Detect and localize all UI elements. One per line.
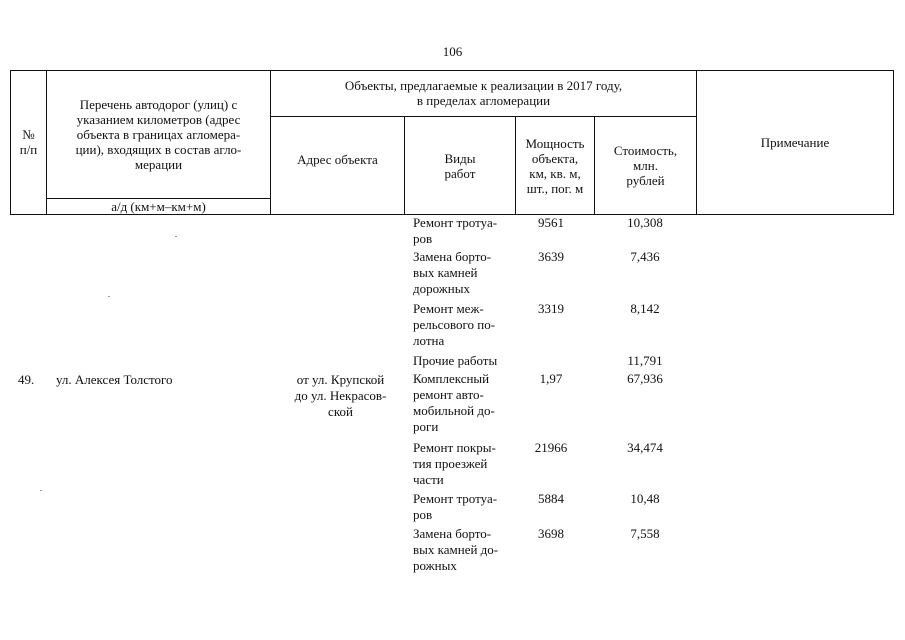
work-power: 3639 [538,249,564,264]
work-type: Ремонт тротуа- ров [413,215,498,246]
work-power: 5884 [538,491,564,506]
work-type: Замена борто- вых камней дорожных [413,249,492,296]
work-type: Ремонт меж- рельсового по- лотна [413,301,496,348]
entry-address: от ул. Крупской до ул. Некрасов- ской [294,372,387,419]
work-cost: 34,474 [627,440,663,455]
work-cost: 7,558 [630,526,660,541]
work-cost: 67,936 [627,371,663,386]
table-header [10,70,894,215]
work-type: Прочие работы [413,353,498,368]
header-roads: Перечень автодорог (улиц) с указанием километров (адрес объекта в границах агломера- ции), входящих в состав агло- мерации [75,96,242,172]
entry-road: ул. Алексея Толстого [56,372,173,387]
scan-speck [175,236,177,237]
work-cost: 11,791 [627,353,663,368]
work-type: Комплексный ремонт авто- мобильной до- роги [413,371,495,434]
work-type: Ремонт покры- тия проезжей части [413,440,496,487]
page-number: 106 [442,44,463,59]
work-cost: 10,308 [627,215,663,230]
work-cost: 10,48 [630,491,660,506]
work-type: Ремонт тротуа- ров [413,491,498,522]
header-cost: Стоимость, млн. рублей [613,143,678,188]
work-power: 9561 [538,215,564,230]
header-note: Примечание [760,134,830,150]
header-power: Мощность объекта, км, кв. м, шт., пог. м [525,135,585,196]
header-objects: Объекты, предлагаемые к реализации в 2017 году, в пределах агломерации [344,78,623,108]
work-type: Замена борто- вых камней до- рожных [413,526,499,573]
work-cost: 7,436 [630,249,660,264]
work-cost: 8,142 [630,301,660,316]
scan-speck [108,296,110,297]
entry-number: 49. [18,372,35,387]
work-power: 3319 [538,301,564,316]
work-power: 1,97 [539,371,563,386]
header-address: Адрес объекта [297,152,378,167]
work-power: 21966 [534,440,568,455]
header-works: Виды работ [444,150,476,181]
work-power: 3698 [538,526,564,541]
header-border-right [893,70,894,215]
header-km-note: а/д (км+м–км+м) [111,199,206,214]
scan-speck [40,490,42,491]
header-number: № п/п [19,127,38,157]
